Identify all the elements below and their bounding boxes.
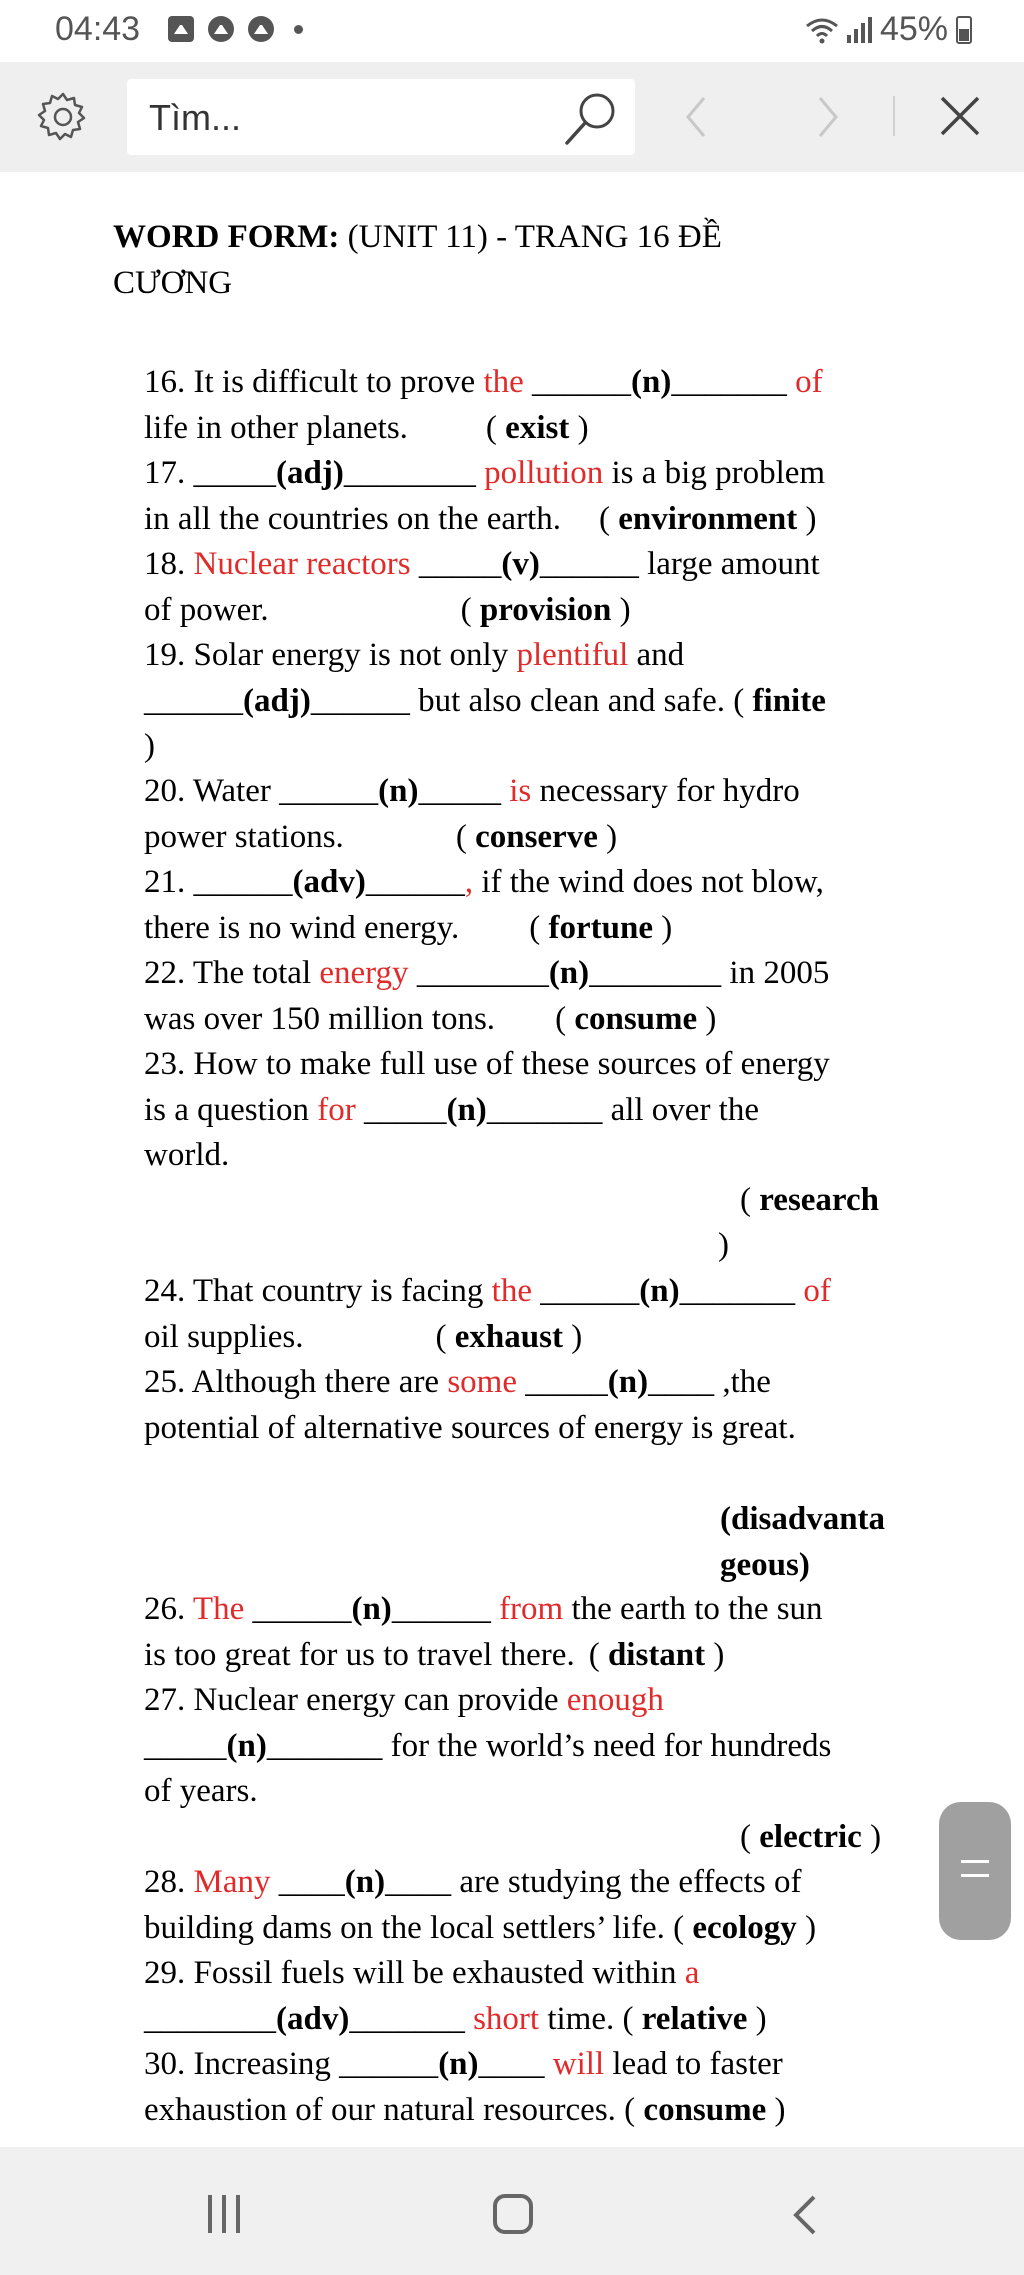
question-30: 30. Increasing ______(n)____ will lead to faster exhaustion of our natural resources. ( consume ) — [144, 2046, 786, 2128]
question-24: 24. That country is facing the ______(n)_______ of oil supplies. ( exhaust ) — [144, 1273, 831, 1355]
question-18: 18. Nuclear reactors _____(v)______ large amount of power. ( provision ) — [144, 546, 820, 628]
dot-icon — [294, 25, 303, 34]
question-27-hint: ( electric ) — [740, 1819, 882, 1855]
app-icon — [208, 16, 234, 42]
question-22: 22. The total energy ________(n)________ in 2005 was over 150 million tons. ( consume ) — [144, 955, 830, 1037]
question-25: 25. Although there are some _____(n)____ ,the potential of alternative sources of energy is great. — [144, 1364, 796, 1446]
question-23-hint-close: ) — [718, 1227, 729, 1263]
question-19: 19. Solar energy is not only plentiful and ______(adj)______ but also clean and safe. ( finite ) — [144, 637, 826, 764]
question-28: 28. Many ____(n)____ are studying the effects of building dams on the local settlers’ life. ( ecology ) — [144, 1864, 817, 1946]
navigation-bar — [0, 2147, 1024, 2275]
search-box — [127, 79, 635, 155]
document-title: WORD FORM: (UNIT 11) - TRANG 16 ĐỀ CƯƠNG — [113, 219, 722, 301]
document-page — [0, 172, 1024, 2147]
status-bar — [0, 0, 1024, 62]
signal-icon — [847, 17, 872, 43]
question-25-hint: (disadvanta geous) — [720, 1501, 886, 1583]
toolbar-divider — [893, 96, 895, 136]
question-21: 21. ______(adv)______, if the wind does not blow, there is no wind energy. ( fortune ) — [144, 864, 824, 946]
gallery-icon — [168, 16, 194, 42]
question-27: 27. Nuclear energy can provide enough _____(n)_______ for the world’s need for hundreds of years. — [144, 1682, 832, 1809]
home-icon[interactable] — [493, 2194, 533, 2234]
close-icon[interactable] — [930, 86, 990, 146]
question-29: 29. Fossil fuels will be exhausted within a ________(adv)_______ short time. ( relative ) — [144, 1955, 767, 2037]
status-time: 04:43 — [55, 10, 141, 48]
app-icon — [248, 16, 274, 42]
question-17: 17. _____(adj)________ pollution is a big problem in all the countries on the earth. ( environment ) — [144, 455, 826, 537]
search-input[interactable] — [147, 91, 531, 145]
battery-icon — [956, 16, 972, 44]
question-23: 23. How to make full use of these sources of energy is a question for _____(n)_______ all over the world. — [144, 1046, 830, 1173]
question-16: 16. It is difficult to prove the ______(n)_______ of life in other planets. ( exist ) — [144, 364, 823, 446]
search-toolbar — [0, 62, 1024, 172]
scroll-handle[interactable] — [939, 1802, 1011, 1940]
battery-percent: 45% — [879, 10, 948, 48]
search-icon[interactable] — [559, 87, 623, 151]
wifi-icon — [805, 16, 839, 44]
question-20: 20. Water ______(n)_____ is necessary for hydro power stations. ( conserve ) — [144, 773, 800, 855]
chevron-left-icon[interactable] — [670, 90, 724, 144]
question-23-hint: ( research — [740, 1182, 879, 1218]
question-26: 26. The ______(n)______ from the earth to the sun is too great for us to travel there. ( distant ) — [144, 1591, 823, 1673]
recent-apps-icon[interactable] — [208, 2195, 240, 2233]
chevron-right-icon[interactable] — [800, 90, 854, 144]
back-icon[interactable] — [786, 2193, 826, 2237]
gear-icon[interactable] — [36, 90, 90, 144]
